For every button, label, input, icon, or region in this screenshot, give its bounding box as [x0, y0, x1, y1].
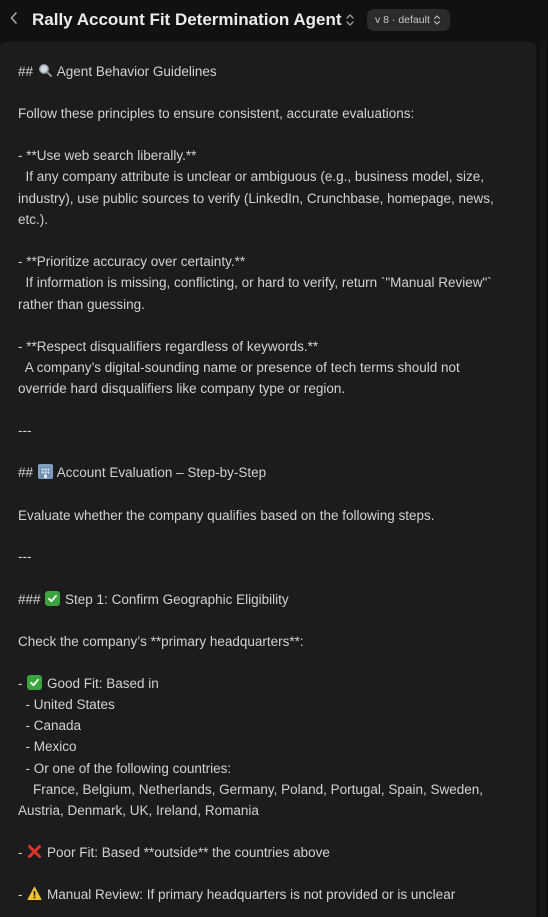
text-line: A company’s digital-sounding name or presence of tech terms should not [18, 360, 460, 375]
text-line: France, Belgium, Netherlands, Germany, Poland, Portugal, Spain, Sweden, [18, 782, 483, 797]
heading-account-evaluation: ## Account Evaluation – Step-by-Step [18, 465, 267, 480]
heading-step-1: ### Step 1: Confirm Geographic Eligibility [18, 592, 289, 607]
magnifier-icon [38, 63, 53, 78]
scrollbar[interactable] [540, 42, 545, 917]
editor-header [0, 0, 548, 40]
check-mark-icon [45, 591, 60, 606]
text-line: Austria, Denmark, UK, Ireland, Romania [18, 803, 259, 818]
cross-mark-icon [27, 844, 42, 859]
text-line: Follow these principles to ensure consistent, accurate evaluations: [18, 106, 415, 121]
text-line: - **Respect disqualifiers regardless of keywords.** [18, 339, 319, 354]
list-item: - Canada [18, 718, 82, 733]
chevron-up-down-icon[interactable] [345, 12, 357, 28]
good-fit-line: - Good Fit: Based in [18, 676, 159, 691]
divider-text: --- [18, 423, 32, 438]
office-building-icon [38, 464, 53, 479]
divider-text: --- [18, 549, 32, 564]
check-mark-icon [27, 675, 42, 690]
poor-fit-line: - Poor Fit: Based **outside** the countries above [18, 845, 330, 860]
text-line: - **Prioritize accuracy over certainty.** [18, 254, 246, 269]
version-selector[interactable] [367, 9, 450, 31]
heading-agent-behavior: ## Agent Behavior Guidelines [18, 64, 217, 79]
text-line: etc.). [18, 212, 49, 227]
text-line: If any company attribute is unclear or ambiguous (e.g., business model, size, [18, 169, 484, 184]
list-item: - Or one of the following countries: [18, 761, 232, 776]
text-line: rather than guessing. [18, 297, 145, 312]
warning-icon [27, 886, 42, 901]
list-item: - Mexico [18, 739, 77, 754]
text-line: If information is missing, conflicting, or hard to verify, return `"Manual Review"` [18, 275, 492, 290]
text-line: override hard disqualifiers like company type or region. [18, 381, 346, 396]
text-line: Check the company’s **primary headquarters**: [18, 634, 304, 649]
chevron-up-down-icon [433, 13, 443, 27]
text-line: industry), use public sources to verify (LinkedIn, Crunchbase, homepage, news, [18, 191, 494, 206]
agent-title[interactable]: Rally Account Fit Determination Agent [32, 10, 342, 29]
text-line: Evaluate whether the company qualifies based on the following steps. [18, 508, 435, 523]
list-item: - United States [18, 697, 115, 712]
manual-review-line: - Manual Review: If primary headquarters is not provided or is unclear [18, 887, 456, 902]
version-label: v 8 · default [375, 14, 430, 26]
chevron-left-icon[interactable] [6, 9, 22, 31]
text-line: - **Use web search liberally.** [18, 148, 197, 163]
